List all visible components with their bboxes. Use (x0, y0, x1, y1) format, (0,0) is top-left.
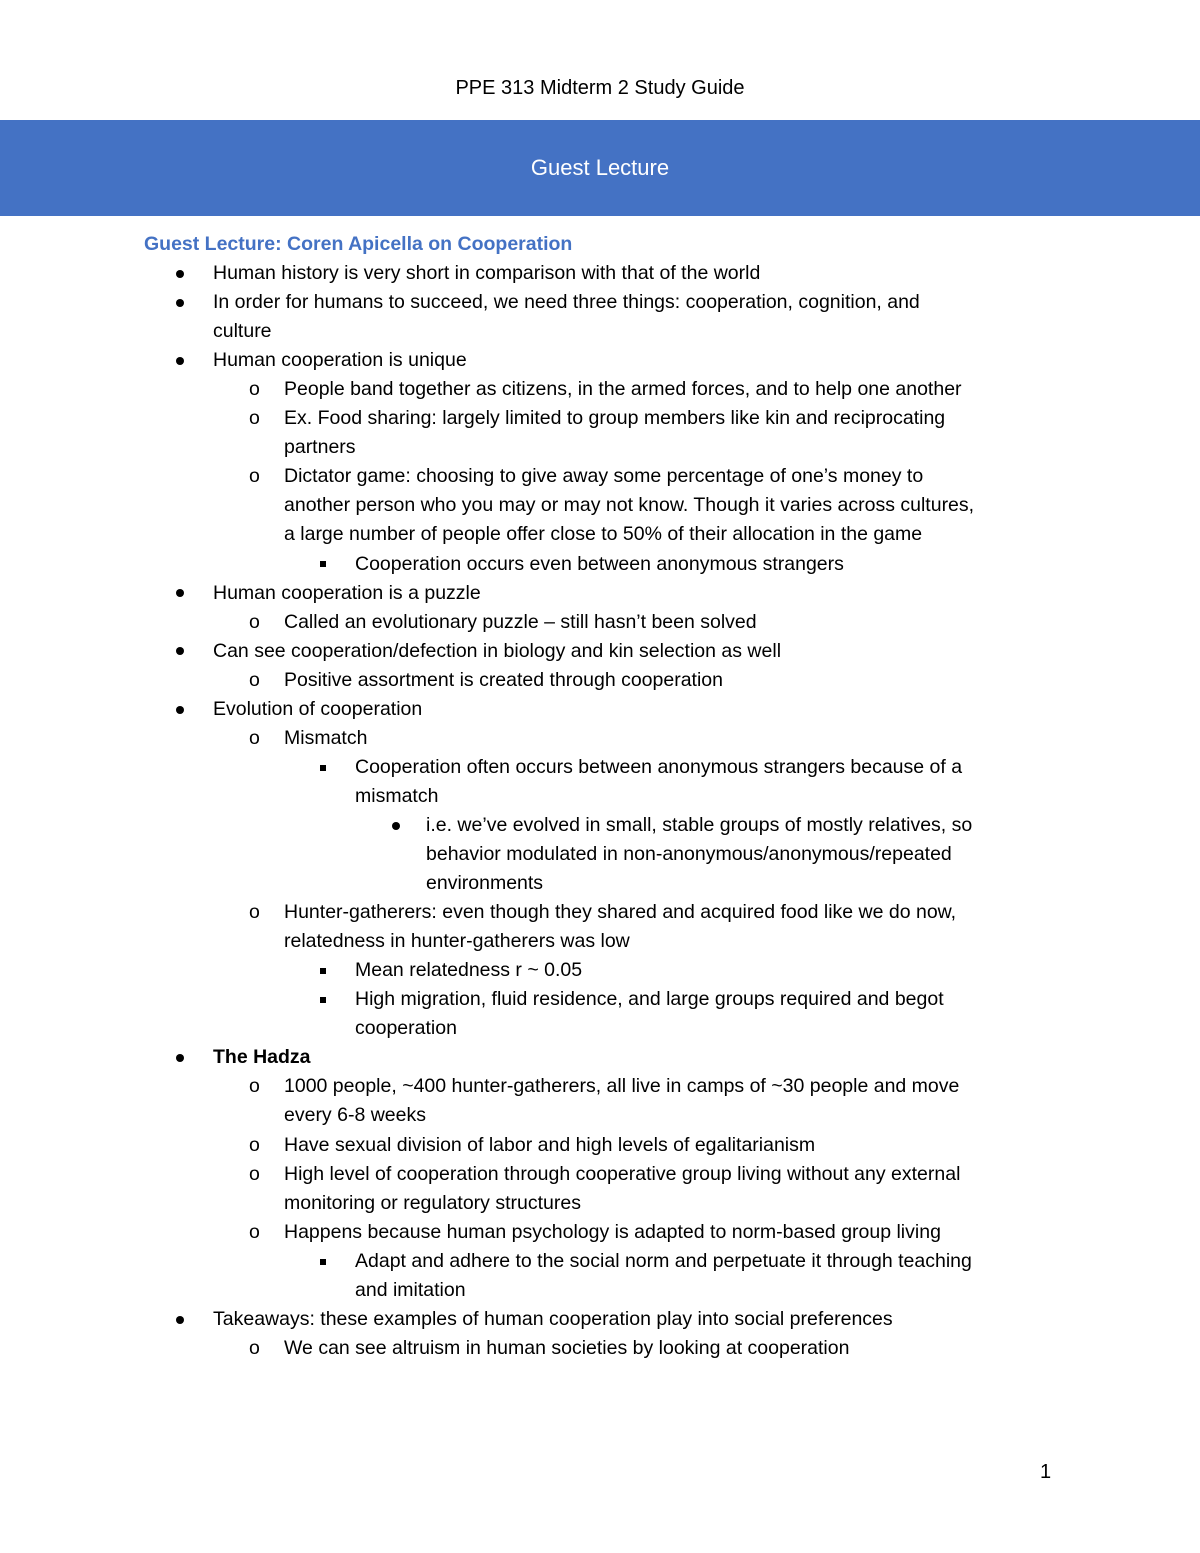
outline-line-level-2: 1000 people, ~400 hunter-gatherers, all live in camps of ~30 people and move (284, 1075, 960, 1098)
outline-line-level-4: i.e. we’ve evolved in small, stable groups of mostly relatives, so (426, 813, 973, 836)
bullet-disc-icon (176, 259, 184, 288)
bullet-circle-icon: o (249, 726, 260, 749)
bullet-square-icon (320, 550, 326, 579)
bullet-disc-icon (176, 695, 184, 724)
bullet-circle-icon: o (249, 668, 260, 691)
outline-line-level-2: Dictator game: choosing to give away some percentage of one’s money to (284, 465, 924, 488)
outline-line-level-2: Called an evolutionary puzzle – still hasn’t been solved (284, 610, 757, 633)
outline-line-level-3: mismatch (355, 784, 439, 807)
outline-line-level-3: High migration, fluid residence, and large groups required and begot (355, 988, 944, 1011)
section-banner (0, 120, 1200, 216)
outline-line-level-2: Ex. Food sharing: largely limited to group members like kin and reciprocating (284, 407, 946, 430)
bullet-square-icon (320, 956, 326, 985)
bullet-disc-icon (176, 579, 184, 608)
outline-line-level-2: We can see altruism in human societies by looking at cooperation (284, 1336, 850, 1359)
bullet-disc-icon (176, 1043, 184, 1072)
outline-line-level-1: In order for humans to succeed, we need three things: cooperation, cognition, and (213, 291, 920, 314)
outline-line-level-2: People band together as citizens, in the armed forces, and to help one another (284, 378, 962, 401)
page-number: 1 (1040, 1461, 1052, 1483)
outline-line-level-1: Takeaways: these examples of human cooperation play into social preferences (213, 1307, 893, 1330)
bullet-disc-icon (176, 346, 184, 375)
bullet-disc-icon (176, 637, 184, 666)
section-heading: Guest Lecture: Coren Apicella on Cooperation (144, 233, 573, 255)
outline-line-level-2: Hunter-gatherers: even though they shared and acquired food like we do now, (284, 901, 957, 924)
bullet-square-icon (320, 985, 326, 1014)
bullet-disc-icon (176, 1305, 184, 1334)
bullet-square-icon (320, 1247, 326, 1276)
document-header: PPE 313 Midterm 2 Study Guide (455, 77, 745, 99)
outline-line-level-3: Cooperation occurs even between anonymous strangers (355, 552, 844, 575)
bullet-circle-icon: o (249, 1336, 260, 1359)
bullet-disc-icon (176, 288, 184, 317)
bullet-square-icon (320, 753, 326, 782)
outline-line-level-2: Happens because human psychology is adapted to norm-based group living (284, 1220, 941, 1243)
banner-title: Guest Lecture (530, 155, 670, 180)
outline-line-level-2: High level of cooperation through cooperative group living without any external (284, 1162, 961, 1185)
outline-line-level-1: culture (213, 320, 272, 343)
outline-line-level-3: and imitation (355, 1278, 466, 1301)
bullet-circle-icon: o (249, 901, 260, 924)
bullet-circle-icon: o (249, 1162, 260, 1185)
bullet-circle-icon: o (249, 465, 260, 488)
outline-line-level-1: Human history is very short in comparison with that of the world (213, 262, 761, 284)
outline-line-level-2: relatedness in hunter-gatherers was low (284, 930, 630, 953)
bullet-circle-icon: o (249, 1075, 260, 1098)
outline-line-level-1: Evolution of cooperation (213, 697, 423, 720)
outline-line-level-3: Adapt and adhere to the social norm and perpetuate it through teaching (355, 1249, 972, 1272)
outline-line-level-1: Human cooperation is a puzzle (213, 581, 481, 604)
outline-line-level-4: behavior modulated in non-anonymous/anonymous/repeated (426, 843, 952, 865)
outline-line-level-3: cooperation (355, 1017, 457, 1040)
outline-line-level-2: Positive assortment is created through cooperation (284, 668, 723, 691)
outline-line-level-2: a large number of people offer close to 50% of their allocation in the game (284, 523, 923, 546)
outline-line-level-2: every 6-8 weeks (284, 1104, 426, 1127)
bullet-circle-icon: o (249, 610, 260, 633)
outline-line-level-1: Can see cooperation/defection in biology and kin selection as well (213, 639, 782, 662)
outline-line-level-2: partners (284, 436, 356, 459)
bullet-circle-icon: o (249, 1133, 260, 1156)
outline-line-level-2: Have sexual division of labor and high levels of egalitarianism (284, 1133, 816, 1156)
outline-line-level-1: The Hadza (213, 1046, 311, 1069)
bullet-circle-icon: o (249, 407, 260, 430)
outline-line-level-2: another person who you may or may not know. Though it varies across cultures, (284, 494, 975, 517)
bullet-disc-icon (392, 811, 400, 840)
outline-line-level-1: Human cooperation is unique (213, 349, 467, 372)
bullet-circle-icon: o (249, 1220, 260, 1243)
outline-line-level-4: environments (426, 872, 544, 895)
outline-line-level-2: Mismatch (284, 726, 368, 749)
outline-line-level-3: Cooperation often occurs between anonymous strangers because of a (355, 755, 963, 778)
outline-line-level-2: monitoring or regulatory structures (284, 1191, 581, 1214)
bullet-circle-icon: o (249, 378, 260, 401)
outline-line-level-3: Mean relatedness r ~ 0.05 (355, 959, 583, 982)
